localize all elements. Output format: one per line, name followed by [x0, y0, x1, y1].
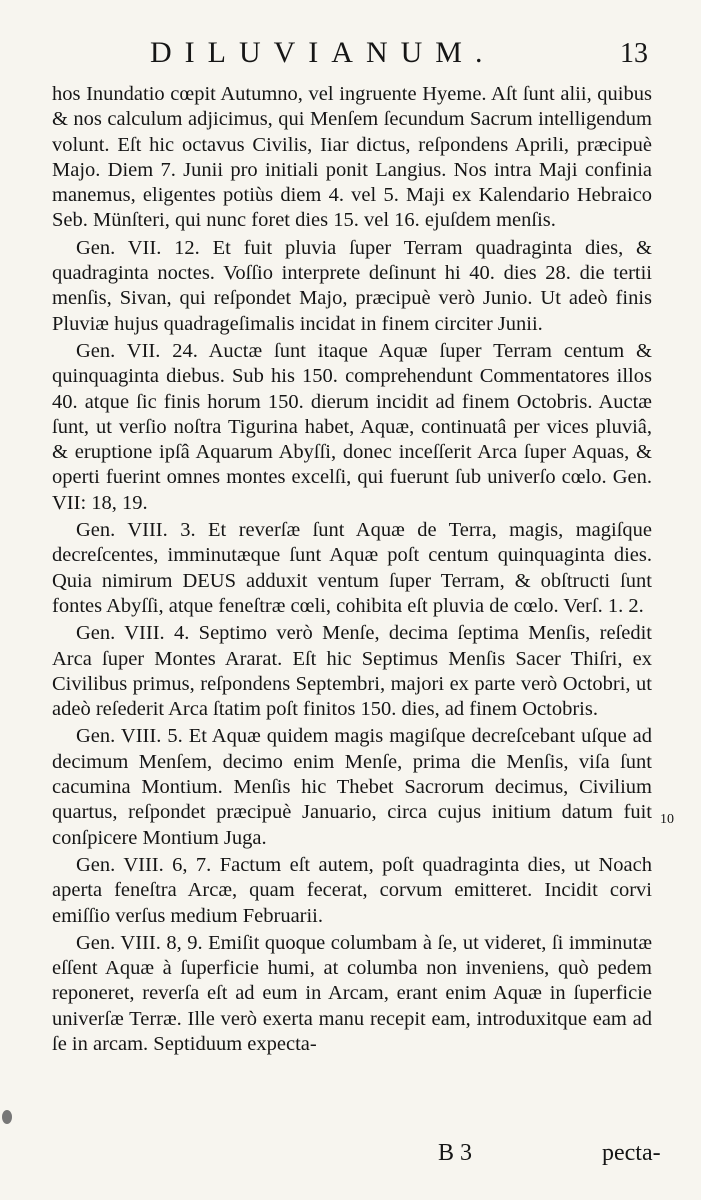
page-footer — [0, 1140, 701, 1180]
ink-spot — [2, 1110, 12, 1124]
paragraph: Gen. VIII. 5. Et Aquæ quidem magis magiſque decreſcebant uſque ad decimum Menſem, decimo enim Menſe, prima die Menſis, viſa ſunt cacumina Montium. Menſis hic Thebet Sacrorum decimus, Civilium quartus, reſpondet præcipuè Januario, circa cujus initium datum fuit conſpicere Montium Juga. — [52, 725, 652, 849]
catchword: pecta- — [602, 1140, 661, 1166]
page-number: 13 — [620, 38, 648, 69]
paragraph: Gen. VII. 12. Et fuit pluvia ſuper Terram quadraginta dies, & quadraginta noctes. Voſſio interprete deſinunt hi 40. dies 28. die tertii menſis, Sivan, qui reſpondet Majo, præcipuè verò Junio. Ut adeò finis Pluviæ hujus quadrageſimalis incidat in finem circiter Junii. — [52, 236, 652, 335]
signature-mark: B 3 — [438, 1140, 473, 1166]
paragraph: Gen. VIII. 6, 7. Factum eſt autem, poſt quadraginta dies, ut Noach aperta feneſtra Arcæ, quam fecerat, corvum emitteret. Incidit corvi emiſſio verſus medium Februarii. — [52, 853, 652, 927]
paragraph: Gen. VII. 24. Auctæ ſunt itaque Aquæ ſuper Terram centum & quinquaginta diebus. Sub his 150. comprehendunt Commentatores illos 40. atque ſic finis horum 150. dierum incidit ad finem Octobris. Auctæ ſunt, ut verſio noſtra Tigurina habet, Aquæ, continuatâ per vices pluviâ, & eruptione ipſâ Aquarum Abyſſi, donec inceſſerit Arca ſuper Aquas, & operti fuerint omnes montes excelſi, qui fuerunt ſub univerſo cœlo. Gen. VII: 18, 19. — [52, 339, 652, 514]
paragraph: hos Inundatio cœpit Autumno, vel ingruente Hyeme. Aſt ſunt alii, quibus & nos calculum adjicimus, qui Menſem ſecundum Sacrum intelligendum volunt. Eſt hic octavus Civilis, Iiar dictus, reſpondens Aprili, præcipuè Majo. Diem 7. Junii pro initiali ponit Langius. Nos intra Maji confinia manemus, eligentes potiùs diem 4. vel 5. Maji ex Kalendario Hebraico Seb. Münſteri, qui nunc foret dies 15. vel 16. ejuſdem menſis. — [52, 83, 652, 232]
body-text — [52, 82, 652, 1057]
running-title: DILUVIANUM. — [150, 36, 496, 69]
paragraph: Gen. VIII. 3. Et reverſæ ſunt Aquæ de Terra, magis, magiſque decreſcentes, imminutæque ſunt Aquæ poſt centum quinquaginta dies. Quia nimirum DEUS adduxit ventum ſuper Terram, & obſtructi ſunt fontes Abyſſi, atque feneſtræ cœli, cohibita eſt pluvia de cœlo. Verſ. 1. 2. — [52, 519, 652, 617]
margin-note: 10 — [660, 812, 674, 827]
page-header — [0, 36, 701, 76]
paragraph: Gen. VIII. 8, 9. Emiſit quoque columbam à ſe, ut videret, ſi imminutæ eſſent Aquæ à ſuperficie humi, at columba non inveniens, quò pedem reponeret, reverſa eſt ad eum in Arcam, erant enim Aquæ in ſuperficie univerſæ Terræ. Ille verò exerta manu recepit eam, introduxitque eam ad ſe in arcam. Septiduum expecta- — [52, 931, 652, 1055]
paragraph: Gen. VIII. 4. Septimo verò Menſe, decima ſeptima Menſis, reſedit Arca ſuper Montes Ararat. Eſt hic Septimus Menſis Sacer Thiſri, ex Civilibus primus, reſpondens Septembri, majori ex parte verò Octobri, ut adeò reſederit Arca ſtatim poſt finitos 150. dies, ad finem Octobris. — [52, 622, 652, 721]
